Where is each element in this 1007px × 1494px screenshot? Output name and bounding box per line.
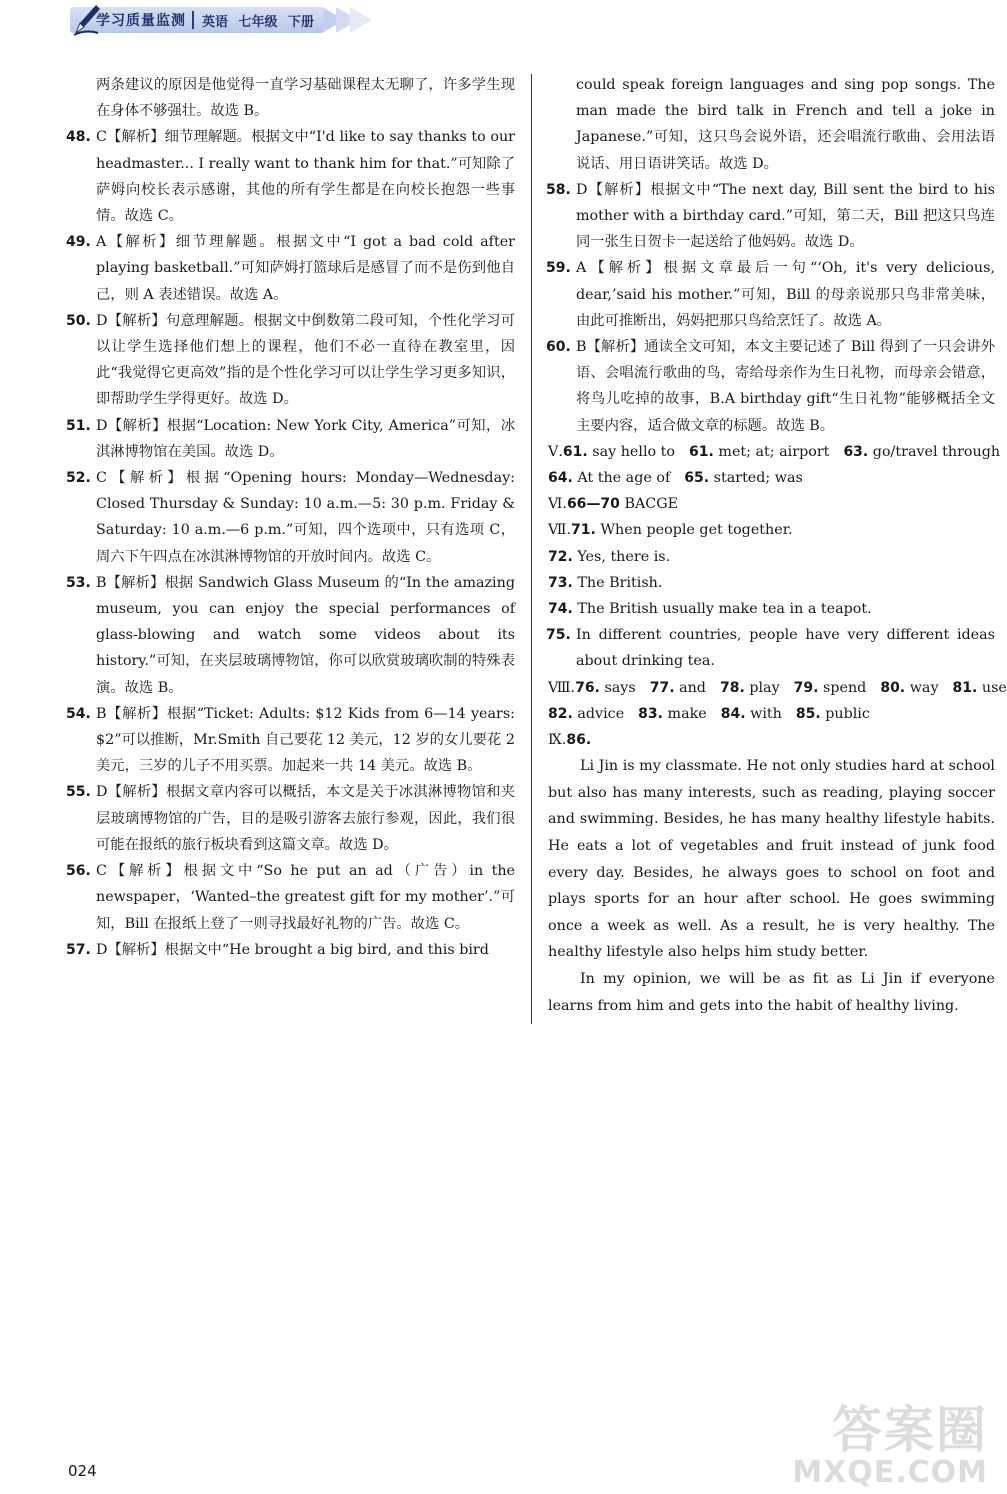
answer-item: [68, 124, 515, 229]
answer-number: 56.: [66, 863, 91, 880]
answer-item: [68, 937, 515, 963]
answer-item: [68, 570, 515, 701]
answer-text: D【解析】根据文中“The next day, Bill sent the bird to his mother with a birthday card.”可知，第二天，Bill 把这只鸟连同一张生日贺卡一起送给了他妈妈。故选 D。: [576, 181, 995, 251]
answer-item: [68, 858, 515, 937]
answer-number: 50.: [66, 312, 91, 329]
answer-text: A【解析】细节理解题。根据文中“I got a bad cold after playing basketball.”可知萨姆打篮球后是感冒了而不是伤到他自己，则 A 表述错误。故选 A。: [96, 234, 515, 303]
section-5-row-2: 64. At the age of 65. started; was: [548, 470, 803, 487]
chevron-right-icon: [350, 7, 372, 33]
continuation-text: 两条建议的原因是他觉得一直学习基础课程太无聊了，许多学生现在身体不够强壮。故选 B。: [96, 77, 515, 120]
answer-number: 51.: [66, 417, 91, 434]
answer-text: C【解析】根据文中“So he put an ad（广告）in the newspaper，‘Wanted–the greatest gift for my mother’.”可知，Bill 在报纸上登了一则寻找最好礼物的广告。故选 C。: [96, 863, 515, 932]
answer-item: [548, 177, 995, 256]
model-essay: [548, 753, 995, 1019]
answer-item: [68, 229, 515, 308]
section-5-label: Ⅴ.: [548, 443, 563, 460]
section-6-row: Ⅵ.66—70 BACGE: [548, 496, 679, 513]
answer-item: [68, 701, 515, 780]
pen-icon: [72, 3, 102, 37]
answer-number: 55.: [66, 784, 91, 801]
section-7-row: 72. Yes, there is.: [548, 548, 671, 565]
right-column: [546, 72, 1007, 1019]
section-7-label: Ⅶ.: [548, 522, 571, 539]
answer-number: 58.: [546, 181, 571, 198]
answer-text: B【解析】通读全文可知，本文主要记述了 Bill 得到了一只会讲外语、会唱流行歌曲的鸟，寄给母亲作为生日礼物，而母亲会错意，将鸟儿吃掉的故事，B.A birthday gift“生日礼物”能够概括全文主要内容，适合做文章的标题。故选 B。: [576, 339, 995, 434]
answer-item: [68, 413, 515, 465]
section-7-row: 75. In different countries, people have very different ideas about drinking tea.: [546, 627, 995, 670]
answer-number: 54.: [66, 705, 91, 722]
header-arrows: [330, 7, 372, 33]
essay-paragraph: In my opinion, we will be as fit as Li Jin if everyone learns from him and gets into the habit of healthy living.: [548, 971, 995, 1014]
answer-item: [548, 334, 995, 439]
section-8-row-1: Ⅷ.76. says 77. and 78. play 79. spend 80. way 81. use: [548, 679, 1007, 696]
section-7-row: 73. The British.: [548, 574, 663, 591]
header-banner: [70, 7, 324, 33]
answer-text: B【解析】根据 Sandwich Glass Museum 的“In the amazing museum, you can enjoy the special performances of glass-blowing and watch some videos about its history.”可知，在夹层玻璃博物馆，你可以欣赏玻璃吹制的特殊表演。故选 B。: [96, 574, 515, 696]
section-8-row-2: 82. advice 83. make 84. with 85. public: [548, 705, 870, 722]
answer-text: D【解析】根据文章内容可以概括，本文是关于冰淇淋博物馆和夹层玻璃博物馆的广告，目的是吸引游客去旅行参观，因此，我们很可能在报纸的旅行板块看到这篇文章。故选 D。: [96, 784, 515, 853]
section-7-row: 74. The British usually make tea in a teapot.: [548, 601, 872, 618]
answer-number: 57.: [66, 941, 91, 958]
answer-text: D【解析】句意理解题。根据文中倒数第二段可知，个性化学习可以让学生选择他们想上的课程，他们不必一直待在教室里，因此“我觉得它更高效”指的是个性化学习可以让学生学习更多知识，即帮助学生学得更好。故选 D。: [96, 312, 515, 408]
answer-item: [68, 465, 515, 570]
series-title: 学习质量监测: [96, 13, 186, 29]
answer-number: 48.: [66, 129, 91, 146]
page-header: [70, 6, 372, 34]
watermark-logo: 答案圈: [832, 1401, 988, 1459]
answer-item: [68, 779, 515, 858]
answer-number: 53.: [66, 574, 91, 591]
left-column: [68, 72, 515, 963]
header-divider: [192, 11, 194, 29]
answer-item: [68, 308, 515, 413]
section-8-label: Ⅷ.: [548, 679, 576, 696]
answer-text: B【解析】根据“Ticket: Adults: $12 Kids from 6—14 years: $2”可以推断，Mr.Smith 自己要花 12 美元，12 岁的女儿要花 2 美元，三岁的儿子不用买票。加起来一共 14 美元。故选 B。: [96, 705, 515, 775]
answer-text: D【解析】根据“Location: New York City, America”可知，冰淇淋博物馆在美国。故选 D。: [96, 417, 515, 460]
watermark-url: MXQE.COM: [792, 1455, 988, 1490]
answer-number: 59.: [546, 260, 571, 277]
subject-info: 英语 七年级 下册: [202, 14, 315, 30]
answer-text: A【解析】根据文章最后一句“‘Oh, it's very delicious, dear,’said his mother.”可知，Bill 的母亲说那只鸟非常美味，由此可推断出，妈妈把那只鸟给烹饪了。故选 A。: [576, 260, 995, 329]
answer-text: C【解析】根据“Opening hours: Monday—Wednesday: Closed Thursday & Sunday: 10 a.m.—5: 30 p.m. Friday & Saturday: 10 a.m.—6 p.m.”可知，四个选项中，只有选项 C，周六下午四点在冰淇淋博物馆的开放时间内。故选 C。: [96, 470, 515, 565]
section-9-row: Ⅸ.86.: [548, 732, 592, 749]
section-5-row-1: Ⅴ.61. say hello to 61. met; at; airport 63. go/travel through: [548, 443, 1001, 460]
answer-item: [548, 255, 995, 334]
column-divider: [531, 74, 532, 1024]
continuation-text: could speak foreign languages and sing pop songs. The man made the bird talk in French and tell a joke in Japanese.”可知，这只鸟会说外语，还会唱流行歌曲、会用法语说话、用日语讲笑话。故选 D。: [576, 77, 995, 172]
section-9-label: Ⅸ.: [548, 732, 567, 749]
answer-number: 60.: [546, 339, 571, 356]
watermark: [792, 1390, 992, 1490]
answer-number: 52.: [66, 470, 91, 487]
section-6-label: Ⅵ.: [548, 496, 567, 513]
answer-text: C【解析】细节理解题。根据文中“I'd like to say thanks to our headmaster... I really want to thank him for that.”可知除了萨姆向校长表示感谢，其他的所有学生都是在向校长抱怨一些事情。故选 C。: [96, 129, 515, 225]
section-7-row: Ⅶ.71. When people get together.: [548, 522, 793, 539]
answer-number: 49.: [66, 234, 91, 251]
answer-text: D【解析】根据文中“He brought a big bird, and this bird: [96, 941, 489, 958]
essay-paragraph: Li Jin is my classmate. He not only studies hard at school but also has many interests, such as reading, playing soccer and swimming. Besides, he has many healthy lifestyle habits. He eats a lot of vegetables and fruit instead of junk food every day. Besides, he always goes to school on foot and plays sports for an hour after school. He goes swimming once a week as well. As a result, he is very healthy. The healthy lifestyle also helps him study better.: [548, 758, 995, 961]
page-number: 024: [68, 1462, 97, 1480]
